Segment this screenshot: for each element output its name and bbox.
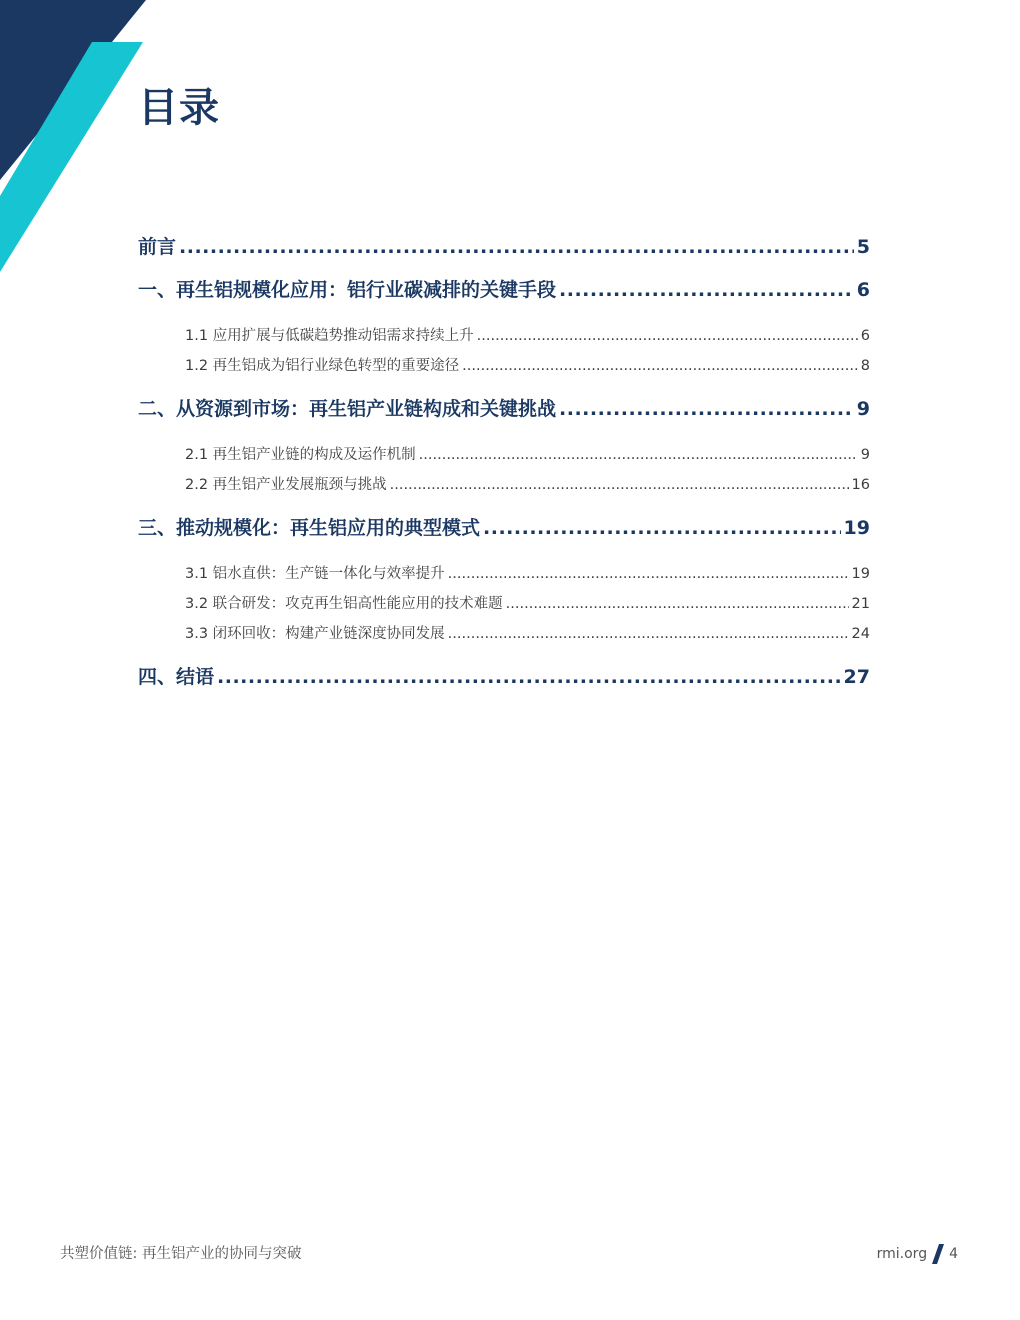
toc-dot-leader	[483, 514, 841, 542]
toc-page-number: 9	[856, 398, 870, 420]
page-title: 目录	[138, 85, 220, 131]
toc-dot-leader	[477, 321, 858, 351]
toc-page-number: 19	[851, 566, 870, 582]
toc-entry-label: 三、推动规模化：再生铝应用的典型模式	[138, 517, 481, 539]
toc-page-number: 8	[860, 358, 870, 374]
toc-page-number: 6	[860, 328, 870, 344]
toc-page-number: 19	[843, 517, 870, 539]
toc-entry-chapter-4[interactable]	[138, 663, 870, 691]
toc-dot-leader	[559, 395, 854, 423]
toc-entry-preface[interactable]	[138, 233, 870, 261]
toc-entry-label: 一、再生铝规模化应用：铝行业碳减排的关键手段	[138, 279, 557, 301]
toc-entry-1-2[interactable]	[185, 351, 870, 381]
toc-dot-leader	[179, 233, 854, 261]
toc-entry-label: 3.3 闭环回收：构建产业链深度协同发展	[185, 626, 445, 642]
toc-entry-3-3[interactable]	[185, 619, 870, 649]
toc-entry-chapter-1[interactable]	[138, 276, 870, 304]
toc-entry-label: 四、结语	[138, 666, 215, 688]
toc-dot-leader	[448, 559, 849, 589]
footer-page-info	[877, 1244, 958, 1264]
toc-entry-3-1[interactable]	[185, 559, 870, 589]
toc-page-number: 27	[843, 666, 870, 688]
toc-entry-chapter-2[interactable]	[138, 395, 870, 423]
toc-dot-leader	[506, 589, 849, 619]
toc-entry-label: 3.2 联合研发：攻克再生铝高性能应用的技术难题	[185, 596, 503, 612]
toc-page-number: 16	[851, 477, 870, 493]
toc-dot-leader	[462, 351, 858, 381]
toc-dot-leader	[419, 440, 858, 470]
footer-report-title: 共塑价值链: 再生铝产业的协同与突破	[60, 1246, 302, 1262]
toc-page-number: 21	[851, 596, 870, 612]
toc-entry-label: 2.1 再生铝产业链的构成及运作机制	[185, 447, 416, 463]
toc-page-number: 24	[851, 626, 870, 642]
toc-dot-leader	[390, 470, 849, 500]
toc-entry-label: 3.1 铝水直供：生产链一体化与效率提升	[185, 566, 445, 582]
toc-entry-label: 1.1 应用扩展与低碳趋势推动铝需求持续上升	[185, 328, 474, 344]
toc-page-number: 6	[856, 279, 870, 301]
toc-entry-label: 二、从资源到市场：再生铝产业链构成和关键挑战	[138, 398, 557, 420]
toc-entry-label: 1.2 再生铝成为铝行业绿色转型的重要途径	[185, 358, 460, 374]
toc-entry-3-2[interactable]	[185, 589, 870, 619]
toc-entry-2-2[interactable]	[185, 470, 870, 500]
toc-entry-label: 前言	[138, 236, 177, 258]
footer-site-link[interactable]: rmi.org	[876, 1246, 928, 1262]
toc-page-number: 9	[860, 447, 870, 463]
toc-entry-chapter-3[interactable]	[138, 514, 870, 542]
toc-entry-label: 2.2 再生铝产业发展瓶颈与挑战	[185, 477, 387, 493]
toc-dot-leader	[559, 276, 854, 304]
table-of-contents	[138, 233, 870, 691]
toc-entry-1-1[interactable]	[185, 321, 870, 351]
toc-page-number: 5	[856, 236, 870, 258]
toc-entry-2-1[interactable]	[185, 440, 870, 470]
slash-icon	[932, 1244, 944, 1264]
toc-dot-leader	[448, 619, 849, 649]
footer-page-number: 4	[949, 1246, 958, 1262]
toc-dot-leader	[217, 663, 841, 691]
